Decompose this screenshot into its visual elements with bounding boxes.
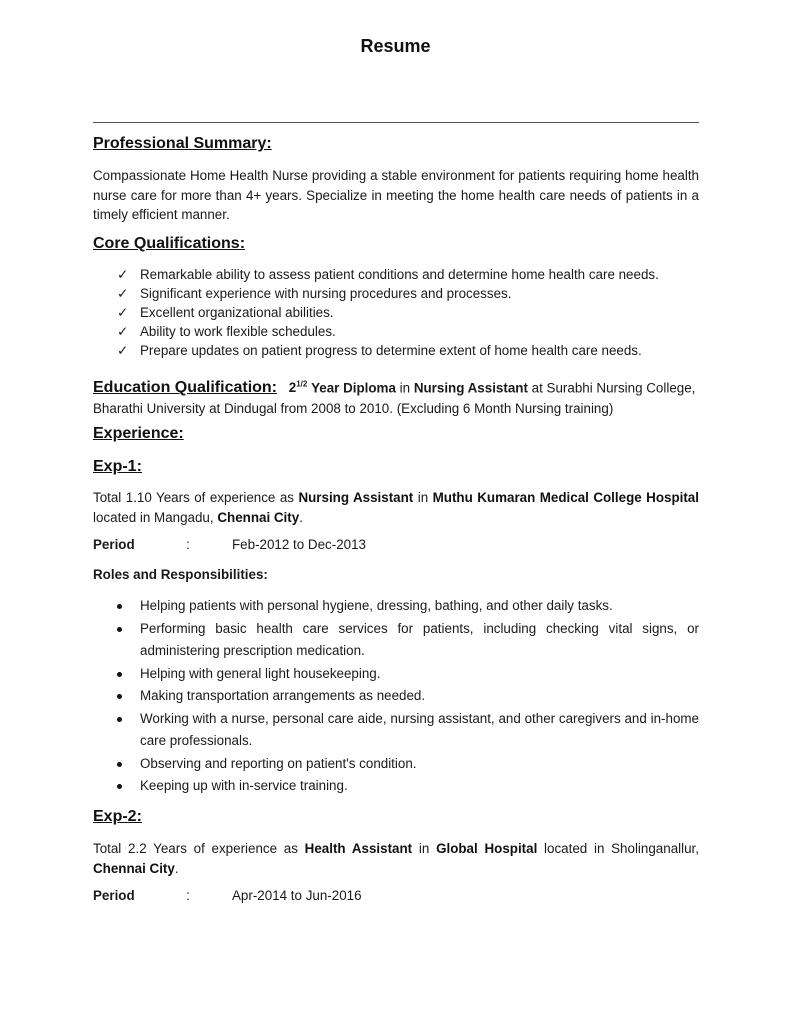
- check-icon: ✓: [117, 324, 129, 339]
- roles-heading: Roles and Responsibilities:: [93, 567, 268, 582]
- list-item: Helping patients with personal hygiene, dressing, bathing, and other daily tasks.: [115, 595, 699, 618]
- period-colon: :: [186, 888, 190, 903]
- list-item: [117, 303, 659, 322]
- period-colon: :: [186, 537, 190, 552]
- exp2-organization: Global Hospital: [436, 841, 538, 856]
- list-item-text: Ability to work flexible schedules.: [140, 324, 336, 339]
- list-item: [117, 284, 659, 303]
- education-years: $2^{1/2}$: [288, 380, 308, 396]
- list-item-text: Excellent organizational abilities.: [140, 305, 334, 320]
- bullet-icon: [117, 672, 122, 677]
- education-heading: Education Qualification:: [93, 379, 278, 397]
- check-icon: ✓: [117, 267, 129, 282]
- check-icon: ✓: [117, 305, 129, 320]
- education-text: in: [399, 380, 411, 396]
- period-label: Period: [93, 537, 135, 552]
- check-icon: ✓: [117, 343, 129, 358]
- list-item-text: Significant experience with nursing procedures and processes.: [140, 286, 512, 301]
- exp1-description: Total 1.10 Years of experience as Nursing Assistant in Muthu Kumaran Medical College Hospital located in Mangadu, Chennai City.: [93, 490, 699, 525]
- list-item: Working with a nurse, personal care aide, nursing assistant, and other caregivers and in-home care professionals.: [115, 708, 699, 753]
- education-text: at Surabhi Nursing College, Bharathi University at Dindugal from 2008 to 2010. (Excluding 6 Month Nursing training): [93, 380, 696, 417]
- exp2-description: Total 2.2 Years of experience as Health Assistant in Global Hospital located in Sholinganallur, Chennai City.: [93, 841, 699, 876]
- list-item: [117, 341, 659, 360]
- list-item: Performing basic health care services for patients, including checking vital signs, or administering prescription medication.: [115, 618, 699, 663]
- core-qualifications-heading: Core Qualifications:: [93, 235, 246, 252]
- exp2-role: Health Assistant: [304, 841, 413, 856]
- title-divider: [93, 122, 699, 123]
- bullet-icon: [117, 604, 122, 609]
- summary-text: Compassionate Home Health Nurse providing a stable environment for patients requiring home health nurse care for more than 4+ years. Specialize in meeting the home health care needs of patients in a timely efficient manner.: [93, 168, 699, 222]
- exp1-heading: Exp-1:: [93, 458, 142, 475]
- exp2-city: Chennai City: [93, 860, 175, 876]
- period-label: Period: [93, 888, 135, 903]
- list-item: [117, 265, 659, 284]
- roles-list: [115, 595, 699, 798]
- list-item-text: Prepare updates on patient progress to determine extent of home health care needs.: [140, 343, 642, 358]
- education-section: [93, 374, 699, 419]
- bullet-icon: [117, 627, 122, 632]
- core-qualifications-list: [117, 265, 659, 360]
- list-item: Observing and reporting on patient's condition.: [115, 753, 699, 776]
- exp1-city: Chennai City: [217, 509, 300, 525]
- check-icon: ✓: [117, 286, 129, 301]
- bullet-icon: [117, 717, 122, 722]
- experience-heading: Experience:: [93, 425, 184, 442]
- exp1-role: Nursing Assistant: [298, 490, 414, 505]
- document-title: Resume: [360, 36, 431, 56]
- bullet-icon: [117, 762, 122, 767]
- list-item: Helping with general light housekeeping.: [115, 663, 699, 686]
- bullet-icon: [117, 694, 122, 699]
- list-item-text: Remarkable ability to assess patient conditions and determine home health care needs.: [140, 267, 659, 282]
- list-item: Keeping up with in-service training.: [115, 775, 699, 798]
- bullet-icon: [117, 784, 122, 789]
- exp1-organization: Muthu Kumaran Medical College Hospital: [432, 490, 699, 505]
- list-item: [117, 322, 659, 341]
- period-value: Feb-2012 to Dec-2013: [232, 537, 366, 552]
- education-course: Nursing Assistant: [413, 380, 528, 396]
- education-diploma: Year Diploma: [311, 380, 396, 396]
- list-item: Making transportation arrangements as needed.: [115, 685, 699, 708]
- period-value: Apr-2014 to Jun-2016: [232, 888, 362, 903]
- exp2-heading: Exp-2:: [93, 808, 142, 825]
- summary-heading: Professional Summary:: [93, 135, 272, 152]
